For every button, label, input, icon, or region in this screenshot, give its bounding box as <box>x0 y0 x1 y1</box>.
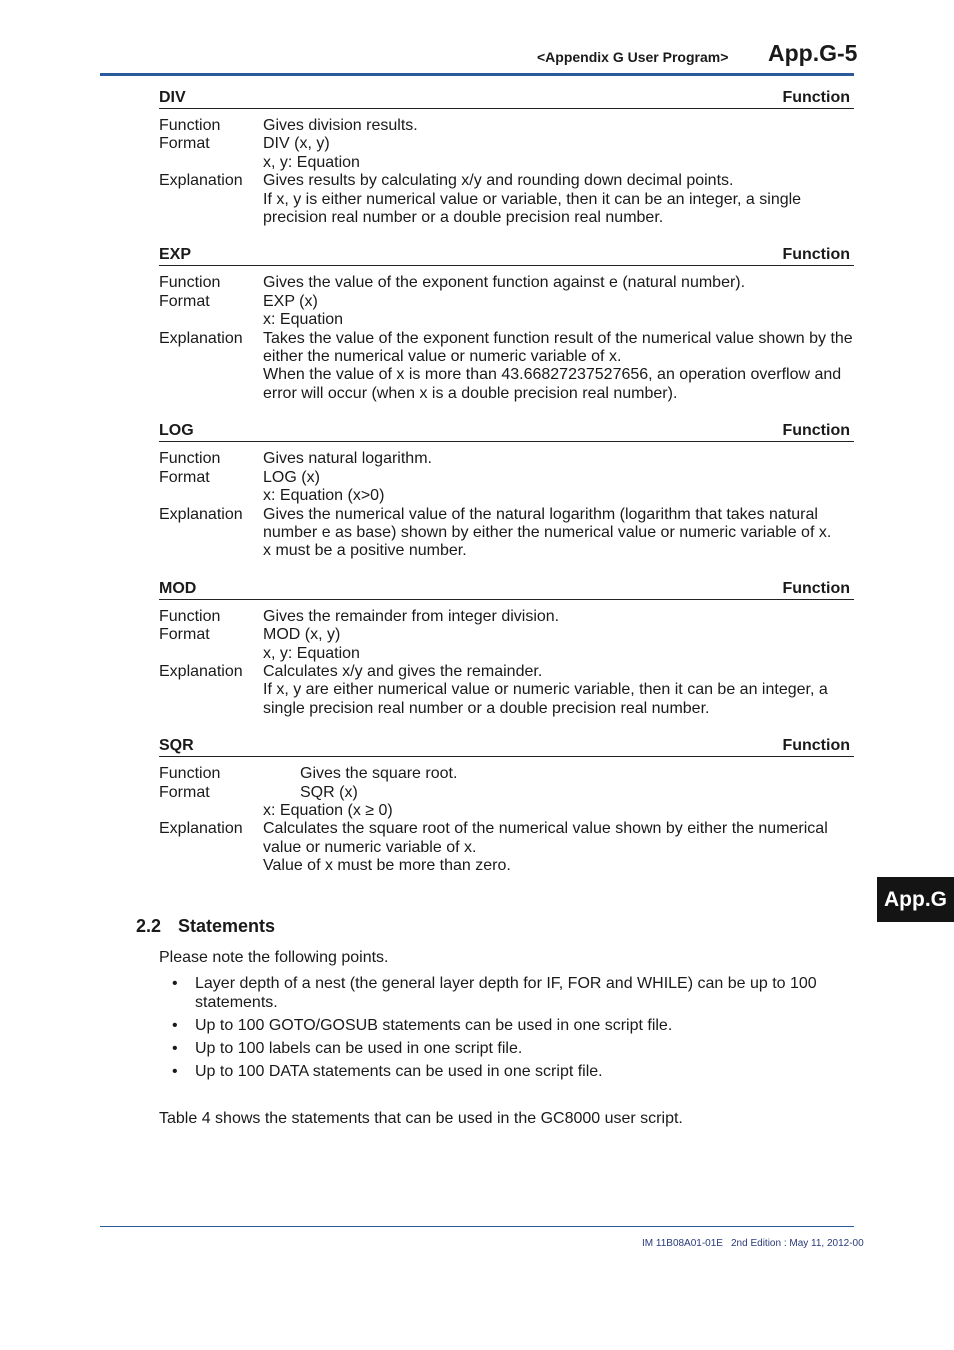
format-args-row <box>159 645 854 663</box>
running-header-section: <Appendix G User Program> <box>537 49 729 65</box>
function-heading <box>159 88 854 109</box>
row-label <box>159 487 263 505</box>
bullet-list <box>159 975 854 1081</box>
row-label <box>159 802 263 820</box>
row-label: Function <box>159 450 221 468</box>
row-text: If x, y is either numerical value or variable, then it can be an integer, a single precision real number or a double precision real number. <box>263 190 802 227</box>
row-label <box>159 154 263 172</box>
format-args-row <box>159 487 854 505</box>
function-row <box>159 117 854 135</box>
row-label: Function <box>159 607 221 625</box>
row-label: Format <box>159 626 210 644</box>
bullet-icon: • <box>172 975 178 993</box>
function-category: Function <box>782 579 850 597</box>
function-heading <box>159 421 854 442</box>
row-label <box>159 366 263 403</box>
function-block-mod <box>159 579 854 718</box>
row-text: When the value of x is more than 43.66827237527656, an operation overflow and error will occur (when x is a double precision real number). <box>263 366 842 402</box>
row-text: x: Equation (x>0) <box>263 487 385 505</box>
format-row <box>159 135 854 153</box>
function-body <box>159 757 854 875</box>
section-title: Statements <box>178 916 276 936</box>
explanation-row <box>159 663 854 681</box>
function-name: EXP <box>159 246 192 264</box>
row-label: Explanation <box>159 505 243 523</box>
explanation-row <box>159 172 854 190</box>
row-text: Gives the value of the exponent function against e (natural number). <box>263 274 746 292</box>
row-text: x, y: Equation <box>263 153 360 171</box>
row-label <box>159 311 263 329</box>
function-heading <box>159 245 854 266</box>
function-category: Function <box>782 422 850 440</box>
format-row <box>159 469 854 487</box>
bullet-icon: • <box>172 1039 178 1057</box>
function-row <box>159 608 854 626</box>
section-number: 2.2 <box>136 916 162 936</box>
explanation-continued-row <box>159 542 854 560</box>
row-label: Explanation <box>159 172 243 190</box>
function-block-div <box>159 88 854 227</box>
row-label: Format <box>159 292 210 310</box>
page-number: App.G-5 <box>768 40 858 66</box>
row-label <box>159 857 263 875</box>
function-row <box>159 274 854 292</box>
row-text: Gives the remainder from integer division. <box>263 607 560 625</box>
section-heading <box>136 916 275 937</box>
list-item-text: Up to 100 labels can be used in one script file. <box>195 1039 523 1057</box>
row-text: x: Equation (x ≥ 0) <box>263 801 393 819</box>
format-row <box>159 784 854 802</box>
list-item <box>159 975 854 1012</box>
header-rule <box>100 73 854 76</box>
row-text: If x, y are either numerical value or numeric variable, then it can be an integer, a single precision real number or a double precision real number. <box>263 681 828 717</box>
explanation-continued-row <box>159 681 854 718</box>
closing-paragraph: Table 4 shows the statements that can be used in the GC8000 user script. <box>159 1110 683 1128</box>
function-reference <box>159 88 854 894</box>
function-row <box>159 450 854 468</box>
list-item <box>159 1017 854 1035</box>
function-category: Function <box>782 89 850 106</box>
explanation-row <box>159 330 854 367</box>
function-heading <box>159 736 854 757</box>
explanation-continued-row <box>159 366 854 403</box>
function-row <box>159 765 854 783</box>
row-label: Function <box>159 117 221 134</box>
row-label: Explanation <box>159 329 243 347</box>
row-text: LOG (x) <box>263 468 320 486</box>
row-text: Value of x must be more than zero. <box>263 857 511 875</box>
function-body <box>159 600 854 718</box>
function-body <box>159 109 854 227</box>
explanation-row <box>159 506 854 543</box>
row-text: Takes the value of the exponent function result of the numerical value shown by the either the numerical value or numeric variable of x. <box>263 329 853 366</box>
row-text: Gives the square root. <box>300 765 458 783</box>
format-args-row <box>159 802 854 820</box>
statements-section <box>159 949 854 1129</box>
row-text: Calculates the square root of the numerical value shown by either the numerical value or numeric variable of x. <box>263 820 828 856</box>
row-label <box>159 681 263 718</box>
function-name: LOG <box>159 422 194 440</box>
function-category: Function <box>782 737 850 755</box>
row-label <box>159 191 263 228</box>
row-text: x: Equation <box>263 311 344 329</box>
row-label: Function <box>159 765 221 783</box>
footer-rule <box>100 1226 854 1227</box>
function-name: MOD <box>159 579 197 597</box>
list-item-text: Layer depth of a nest (the general layer depth for IF, FOR and WHILE) can be up to 100 statements. <box>195 975 817 1011</box>
row-label: Explanation <box>159 820 243 838</box>
list-item <box>159 1040 854 1058</box>
format-args-row <box>159 154 854 172</box>
row-text: x, y: Equation <box>263 644 360 662</box>
function-name: SQR <box>159 737 194 755</box>
row-text: Gives the numerical value of the natural logarithm (logarithm that takes natural number e as base) shown by either the numerical value or numeric variable of x. <box>263 505 832 541</box>
footer-edition: 2nd Edition : May 11, 2012-00 <box>731 1238 864 1249</box>
function-body <box>159 442 854 560</box>
row-text: Gives division results. <box>263 117 418 134</box>
function-heading <box>159 579 854 600</box>
explanation-continued-row <box>159 857 854 875</box>
list-item <box>159 1063 854 1081</box>
format-row <box>159 626 854 644</box>
function-block-sqr <box>159 736 854 875</box>
row-label: Format <box>159 783 210 801</box>
row-text: x must be a positive number. <box>263 542 467 560</box>
function-category: Function <box>782 246 850 264</box>
row-text: DIV (x, y) <box>263 135 330 153</box>
section-intro: Please note the following points. <box>159 949 389 966</box>
bullet-icon: • <box>172 1062 178 1080</box>
appendix-side-tab: App.G <box>877 877 954 922</box>
row-label: Function <box>159 274 221 292</box>
list-item-text: Up to 100 GOTO/GOSUB statements can be used in one script file. <box>195 1016 673 1034</box>
row-text: EXP (x) <box>263 292 318 310</box>
footer-document-number: IM 11B08A01-01E <box>642 1238 723 1249</box>
function-name: DIV <box>159 89 186 106</box>
format-args-row <box>159 311 854 329</box>
row-label: Format <box>159 135 210 153</box>
function-body <box>159 266 854 403</box>
row-text: Calculates x/y and gives the remainder. <box>263 662 543 680</box>
bullet-icon: • <box>172 1016 178 1034</box>
explanation-continued-row <box>159 191 854 228</box>
row-text: Gives results by calculating x/y and rounding down decimal points. <box>263 172 734 190</box>
row-text: MOD (x, y) <box>263 626 341 644</box>
format-row <box>159 293 854 311</box>
row-label <box>159 645 263 663</box>
list-item-text: Up to 100 DATA statements can be used in one script file. <box>195 1062 603 1080</box>
function-block-exp <box>159 245 854 403</box>
row-label <box>159 542 263 560</box>
function-block-log <box>159 421 854 560</box>
row-label: Explanation <box>159 662 243 680</box>
row-label: Format <box>159 468 210 486</box>
row-text: SQR (x) <box>300 783 358 801</box>
explanation-row <box>159 820 854 857</box>
row-text: Gives natural logarithm. <box>263 450 432 468</box>
